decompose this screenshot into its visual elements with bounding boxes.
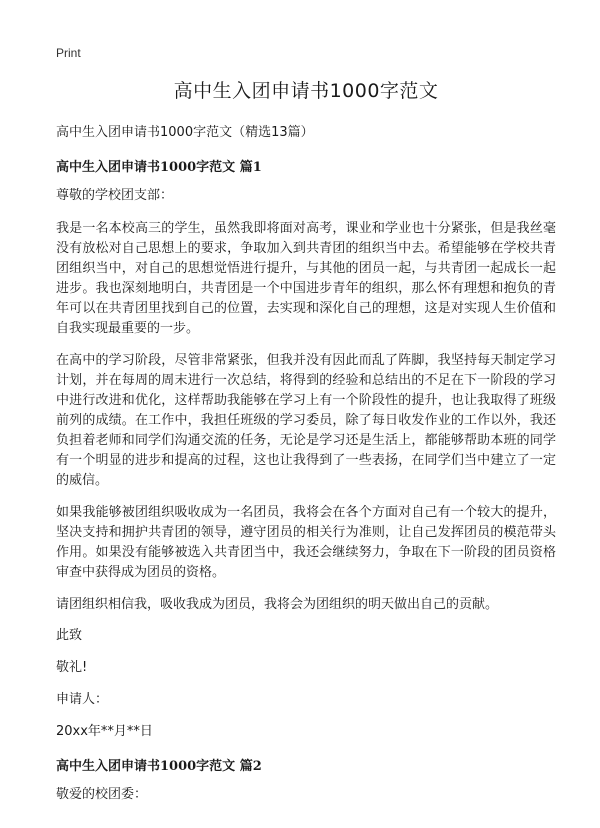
salutation-1: 尊敬的学校团支部： [56,188,174,203]
date-line: 20xx年**月**日 [56,724,153,739]
section-heading-1: 高中生入团申请书1000字范文 篇1 [56,160,262,175]
closing-line: 此致 [56,628,83,643]
body-paragraph: 我是一名本校高三的学生，虽然我即将面对高考，课业和学业也十分紧张，但是我丝毫没有放松对自己思想上的要求，争取加入到共青团的组织当中去。希望能够在学校共青团组织当中，对自己的思想觉悟进行提升，与其他的团员一起，与共青团一起成长一起进步。我也深刻地明白，共青团是一个中国进步青年的组织，那么怀有理想和抱负的青年可以在共青团里找到自己的位置，去实现和深化自己的理想，这是对实现人生价值和自我实现最重要的一步。 [56,221,556,336]
applicant-label: 申请人： [56,692,109,707]
section-heading-2: 高中生入团申请书1000字范文 篇2 [56,759,262,774]
body-paragraph: 如果我能够被团组织吸收成为一名团员，我将会在各个方面对自己有一个较大的提升，坚决支持和拥护共青团的领导，遵守团员的相关行为准则，让自己发挥团员的模范带头作用。如果没有能够被选入共青团当中，我还会继续努力，争取在下一阶段的团员资格审查中获得成为团员的资格。 [56,505,556,580]
page-title: 高中生入团申请书1000字范文 [173,80,439,102]
salutation-2: 敬爱的校团委： [56,787,148,802]
print-label[interactable]: Print [56,46,81,60]
closing-salute: 敬礼! [56,660,88,675]
body-paragraph: 请团组织相信我，吸收我成为团员，我将会为团组织的明天做出自己的贡献。 [56,597,499,612]
document-subtitle: 高中生入团申请书1000字范文（精选13篇） [56,125,314,140]
body-paragraph: 在高中的学习阶段，尽管非常紧张，但我并没有因此而乱了阵脚，我坚持每天制定学习计划，并在每周的周末进行一次总结，将得到的经验和总结出的不足在下一阶段的学习中进行改进和优化，这样帮助我能够在学习上有一个阶段性的提升，也让我取得了班级前列的成绩。在工作中，我担任班级的学习委员，除了每日收发作业的工作以外，我还负担着老师和同学们沟通交流的任务，无论是学习还是生活上，都能够帮助本班的同学有一个明显的进步和提高的过程，这也让我得到了一些表扬，在同学们当中建立了一定的威信。 [56,353,556,488]
